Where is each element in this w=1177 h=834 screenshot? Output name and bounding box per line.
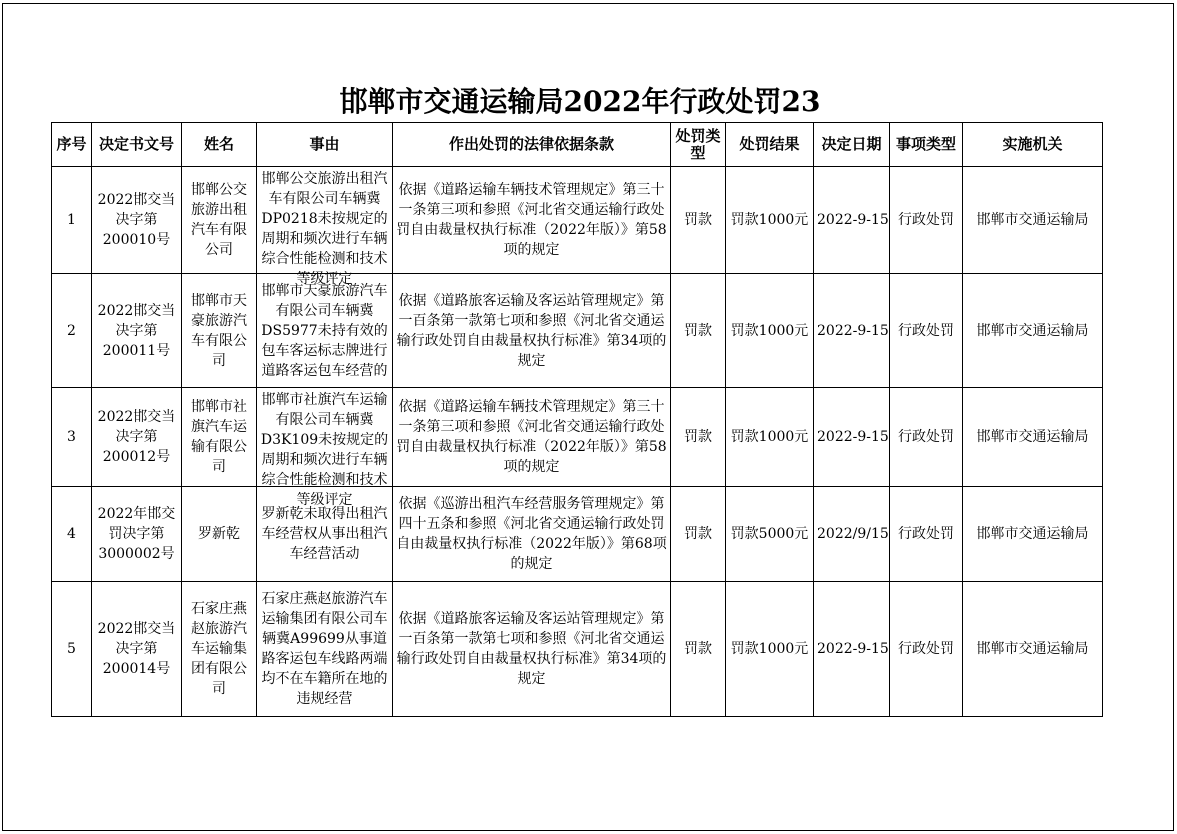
cell-doc-no bbox=[92, 167, 182, 274]
page-title: 邯郸市交通运输局2022年行政处罚23 bbox=[339, 85, 821, 118]
penalty-table bbox=[51, 122, 1103, 717]
cell-doc-no bbox=[92, 388, 182, 487]
basis-text: 依据《道路运输车辆技术管理规定》第三十一条第三项和参照《河北省交通运输行政处罚自由裁量权执行标准（2022年版）》第58项的规定 bbox=[396, 399, 667, 475]
doc-no-text: 2022邯交当决字第200014号 bbox=[97, 621, 176, 677]
name-text: 邯郸公交旅游出租汽车有限公司 bbox=[191, 182, 247, 258]
cell-result: 罚款1000元 bbox=[726, 167, 814, 274]
cell-date: 2022-9-15 bbox=[814, 388, 890, 487]
cell-agency bbox=[963, 487, 1103, 582]
column-header-name: 姓名 bbox=[182, 123, 257, 167]
name-text: 邯郸市天豪旅游汽车有限公司 bbox=[191, 292, 247, 369]
name-text: 邯郸市社旗汽车运输有限公司 bbox=[191, 399, 247, 475]
doc-no-text: 2022年邯交罚决字第3000002号 bbox=[97, 506, 176, 562]
cell-result: 罚款1000元 bbox=[726, 582, 814, 717]
cell-index: 5 bbox=[52, 582, 92, 717]
column-header-doc-no: 决定书文号 bbox=[92, 123, 182, 167]
cell-penalty-type: 罚款 bbox=[671, 167, 726, 274]
reason-text: 邯郸市天豪旅游汽车有限公司车辆冀DS5977未持有效的包车客运标志牌进行道路客运包车经营的 bbox=[261, 282, 388, 379]
cell-penalty-type: 罚款 bbox=[671, 388, 726, 487]
cell-basis bbox=[393, 487, 671, 582]
cell-reason bbox=[257, 274, 393, 388]
cell-reason bbox=[257, 388, 393, 508]
column-header-index: 序号 bbox=[52, 123, 92, 167]
column-header-category: 事项类型 bbox=[890, 123, 963, 167]
cell-name bbox=[182, 388, 257, 487]
cell-basis bbox=[393, 167, 671, 274]
cell-result: 罚款1000元 bbox=[726, 274, 814, 388]
cell-agency bbox=[963, 388, 1103, 487]
basis-text: 依据《道路旅客运输及客运站管理规定》第一百条第一款第七项和参照《河北省交通运输行政处罚自由裁量权执行标准》第34项的规定 bbox=[396, 611, 667, 687]
cell-result: 罚款1000元 bbox=[726, 388, 814, 487]
cell-name bbox=[182, 274, 257, 388]
cell-date: 2022-9-15 bbox=[814, 274, 890, 388]
cell-index: 3 bbox=[52, 388, 92, 487]
agency-text: 邯郸市交通运输局 bbox=[976, 212, 1089, 228]
reason-text: 石家庄燕赵旅游汽车运输集团有限公司车辆冀A99699从事道路客运包车线路两端均不在车籍所在地的违规经营 bbox=[261, 591, 388, 707]
cell-doc-no bbox=[92, 274, 182, 388]
cell-category: 行政处罚 bbox=[890, 167, 963, 274]
column-header-result: 处罚结果 bbox=[726, 123, 814, 167]
reason-text: 邯郸公交旅游出租汽车有限公司车辆冀DP0218未按规定的周期和频次进行车辆综合性能检测和技术等级评定 bbox=[261, 171, 388, 287]
table-row bbox=[52, 274, 1103, 388]
cell-agency bbox=[963, 167, 1103, 274]
cell-penalty-type: 罚款 bbox=[671, 582, 726, 717]
cell-agency bbox=[963, 582, 1103, 717]
agency-text: 邯郸市交通运输局 bbox=[976, 429, 1089, 445]
name-text: 石家庄燕赵旅游汽车运输集团有限公司 bbox=[191, 601, 247, 697]
agency-text: 邯郸市交通运输局 bbox=[976, 526, 1089, 542]
column-header-basis: 作出处罚的法律依据条款 bbox=[393, 123, 671, 167]
cell-category: 行政处罚 bbox=[890, 388, 963, 487]
cell-category: 行政处罚 bbox=[890, 582, 963, 717]
agency-text: 邯郸市交通运输局 bbox=[976, 322, 1089, 339]
cell-doc-no bbox=[92, 582, 182, 717]
name-text: 罗新乾 bbox=[198, 526, 240, 542]
reason-text: 邯郸市社旗汽车运输有限公司车辆冀D3K109未按规定的周期和频次进行车辆综合性能检测和技术等级评定 bbox=[260, 392, 389, 508]
table-row bbox=[52, 487, 1103, 582]
cell-penalty-type: 罚款 bbox=[671, 487, 726, 582]
cell-index: 4 bbox=[52, 487, 92, 582]
cell-agency bbox=[963, 274, 1103, 388]
cell-name bbox=[182, 167, 257, 274]
cell-basis bbox=[393, 274, 671, 388]
cell-index: 2 bbox=[52, 274, 92, 388]
basis-text: 依据《道路旅客运输及客运站管理规定》第一百条第一款第七项和参照《河北省交通运输行政处罚自由裁量权执行标准》第34项的规定 bbox=[396, 292, 667, 369]
reason-text: 罗新乾未取得出租汽车经营权从事出租汽车经营活动 bbox=[261, 506, 388, 562]
doc-no-text: 2022邯交当决字第200010号 bbox=[97, 192, 176, 248]
table-row bbox=[52, 582, 1103, 717]
column-header-date: 决定日期 bbox=[814, 123, 890, 167]
cell-date: 2022-9-15 bbox=[814, 167, 890, 274]
cell-basis bbox=[393, 582, 671, 717]
cell-doc-no bbox=[92, 487, 182, 582]
column-header-reason: 事由 bbox=[257, 123, 393, 167]
cell-name bbox=[182, 582, 257, 717]
table-row bbox=[52, 388, 1103, 487]
cell-basis bbox=[393, 388, 671, 487]
doc-no-text: 2022邯交当决字第200012号 bbox=[97, 409, 176, 465]
basis-text: 依据《道路运输车辆技术管理规定》第三十一条第三项和参照《河北省交通运输行政处罚自由裁量权执行标准（2022年版）》第58项的规定 bbox=[396, 182, 667, 258]
cell-reason bbox=[257, 582, 393, 717]
cell-result: 罚款5000元 bbox=[726, 487, 814, 582]
cell-category: 行政处罚 bbox=[890, 487, 963, 582]
basis-text: 依据《巡游出租汽车经营服务管理规定》第四十五条和参照《河北省交通运输行政处罚自由裁量权执行标准（2022年版）》第68项的规定 bbox=[396, 496, 667, 572]
cell-index: 1 bbox=[52, 167, 92, 274]
column-header-agency: 实施机关 bbox=[963, 123, 1103, 167]
cell-date: 2022-9-15 bbox=[814, 582, 890, 717]
agency-text: 邯郸市交通运输局 bbox=[976, 641, 1089, 657]
doc-no-text: 2022邯交当决字第200011号 bbox=[97, 302, 176, 359]
table-row bbox=[52, 167, 1103, 274]
cell-name bbox=[182, 487, 257, 582]
cell-date: 2022/9/15 bbox=[814, 487, 890, 582]
cell-category: 行政处罚 bbox=[890, 274, 963, 388]
cell-penalty-type: 罚款 bbox=[671, 274, 726, 388]
column-header-penalty-type: 处罚类型 bbox=[671, 123, 726, 167]
table-header-row bbox=[52, 123, 1103, 167]
cell-reason bbox=[257, 167, 393, 287]
